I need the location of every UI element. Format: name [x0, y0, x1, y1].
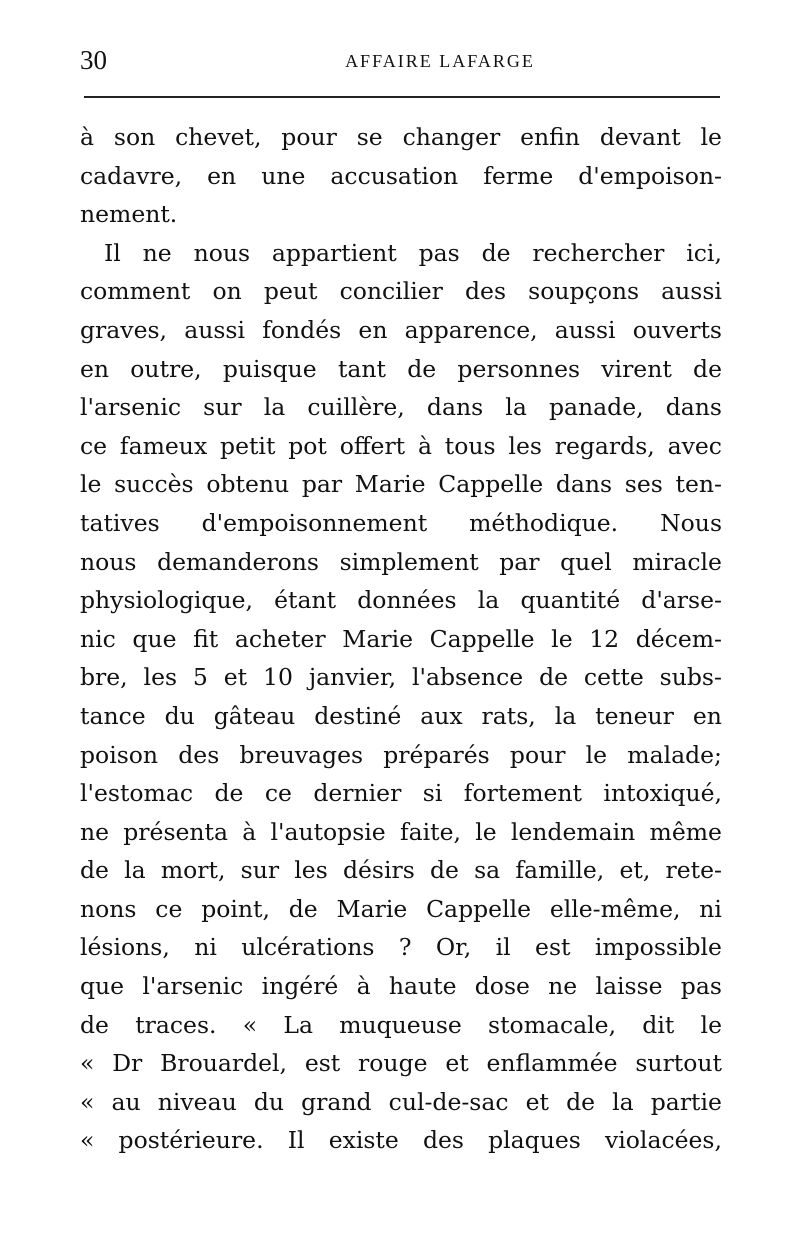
word: du — [253, 1087, 284, 1116]
text-line — [80, 1044, 722, 1083]
word: le — [700, 123, 722, 151]
word: du — [164, 701, 195, 730]
word: de — [80, 856, 109, 885]
word: sur — [240, 856, 280, 885]
text-line — [80, 774, 722, 813]
word: partie — [650, 1087, 722, 1116]
word: d'empoisonnement — [201, 508, 428, 537]
word: outre, — [130, 354, 202, 383]
word: le — [551, 624, 573, 653]
text-line — [80, 195, 722, 234]
header-rule — [84, 96, 720, 98]
word: 10 — [263, 663, 293, 692]
word: avec — [667, 431, 722, 460]
word: on — [212, 277, 242, 306]
word: nons — [80, 894, 137, 923]
word: ni — [699, 894, 722, 923]
word: demanderons — [157, 547, 319, 576]
word: et, — [619, 856, 651, 885]
word: point, — [201, 894, 270, 923]
word: fameux — [119, 431, 208, 460]
word: « — [80, 1087, 95, 1116]
word: de — [429, 856, 459, 885]
word: acheter — [234, 624, 326, 653]
word: de — [407, 354, 437, 383]
text-line — [80, 388, 722, 427]
word: à — [242, 817, 257, 846]
word: Cappelle — [438, 470, 544, 499]
word: Cappelle — [429, 624, 535, 653]
word: des — [465, 277, 507, 306]
word: obtenu — [206, 470, 290, 499]
word: 12 — [589, 624, 620, 653]
word: présenta — [123, 817, 229, 846]
word: ouverts — [632, 315, 722, 344]
word: le — [80, 470, 102, 499]
word: pour — [281, 123, 337, 151]
word: faite, — [399, 817, 461, 846]
word: ne — [80, 817, 110, 846]
word: à — [80, 123, 95, 151]
word: peut — [263, 277, 318, 306]
text-line — [80, 504, 722, 543]
word: par — [301, 470, 343, 499]
word: ses — [624, 470, 663, 499]
word: ? — [398, 933, 412, 962]
word: l'arsenic — [142, 972, 244, 1001]
word: ce — [155, 894, 183, 923]
word: sa — [474, 856, 501, 885]
word: appartient — [271, 238, 397, 267]
word: succès — [114, 470, 194, 499]
word: des — [422, 1126, 464, 1155]
word: les — [508, 431, 542, 460]
text-line — [80, 736, 722, 775]
word: petit — [220, 431, 276, 460]
word: méthodique. — [469, 508, 619, 537]
word: lésions, — [80, 933, 170, 962]
word: l'arsenic — [80, 393, 181, 422]
word: de — [566, 1087, 596, 1116]
word: surtout — [635, 1049, 722, 1078]
word: rechercher — [532, 238, 665, 267]
word: postérieure. — [118, 1126, 264, 1155]
word: aussi — [661, 277, 722, 306]
word: des — [178, 740, 220, 769]
word: pas — [680, 972, 722, 1001]
word: de — [481, 238, 511, 267]
word: étant — [274, 586, 337, 615]
word: cuillère, — [307, 393, 405, 422]
word: muqueuse — [339, 1010, 462, 1039]
word: désirs — [342, 856, 415, 885]
word: dans — [426, 393, 484, 422]
word: préparés — [383, 740, 490, 769]
word: tant — [337, 354, 386, 383]
word: nic — [80, 624, 116, 653]
word: existe — [328, 1126, 399, 1155]
word: changer — [402, 123, 501, 151]
word: à — [417, 431, 432, 460]
text-line — [80, 1083, 722, 1122]
word: l'autopsie — [270, 817, 386, 846]
word: La — [283, 1010, 313, 1039]
word: ne — [142, 238, 172, 267]
word: malade; — [627, 740, 722, 769]
word: la — [263, 393, 286, 422]
word: l'estomac — [80, 779, 193, 808]
word: que — [80, 972, 125, 1001]
text-line — [80, 851, 722, 890]
word: de — [214, 779, 244, 808]
word: ici, — [686, 238, 722, 267]
word: dans — [555, 470, 613, 499]
word: en — [80, 354, 110, 383]
word: virent — [601, 354, 672, 383]
word: ingéré — [261, 972, 339, 1001]
text-line — [80, 813, 722, 852]
word: pas — [418, 238, 460, 267]
word: grand — [301, 1087, 372, 1116]
word: est — [535, 933, 571, 962]
running-title: AFFAIRE LAFARGE — [345, 51, 535, 71]
word: comment — [80, 277, 191, 306]
word: ce — [264, 779, 292, 808]
word: Or, — [435, 933, 472, 962]
word: si — [422, 779, 443, 808]
word: tatives — [80, 508, 160, 537]
word: cul-de-sac — [388, 1087, 509, 1116]
word: lendemain — [510, 817, 636, 846]
word: violacées, — [604, 1126, 722, 1155]
word: rete- — [665, 856, 722, 885]
word: Marie — [342, 624, 414, 653]
text-line — [80, 118, 722, 157]
word: est — [304, 1049, 341, 1078]
word: de — [693, 354, 722, 383]
word: mort, — [160, 856, 226, 885]
word: dans — [665, 393, 722, 422]
word: les — [143, 663, 178, 692]
word: même — [649, 817, 722, 846]
word: le — [700, 1010, 722, 1039]
body-text — [80, 118, 722, 1160]
word: bre, — [80, 663, 128, 692]
word: nous — [80, 547, 137, 576]
word: dernier — [313, 779, 402, 808]
word: « — [242, 1010, 258, 1039]
text-line — [80, 234, 722, 273]
word: d'arse- — [641, 586, 722, 615]
word: janvier, — [308, 663, 397, 692]
word: le — [585, 740, 608, 769]
word: ferme — [483, 161, 554, 190]
word: ce — [80, 431, 108, 460]
word: soupçons — [528, 277, 640, 306]
word: Dr — [112, 1049, 143, 1078]
word: les — [294, 856, 328, 885]
word: subs- — [659, 663, 722, 692]
word: Nous — [660, 508, 722, 537]
word: gâteau — [213, 701, 296, 730]
text-line — [80, 311, 722, 350]
word: Marie — [336, 894, 408, 923]
word: en — [692, 701, 722, 730]
word: offert — [339, 431, 406, 460]
word: Marie — [354, 470, 426, 499]
word: de — [288, 894, 318, 923]
word: la — [124, 856, 146, 885]
text-line — [80, 543, 722, 582]
word: rouge — [358, 1049, 428, 1078]
word: et — [525, 1087, 549, 1116]
word: ni — [194, 933, 217, 962]
word: Brouardel, — [160, 1049, 288, 1078]
word: stomacale, — [488, 1010, 617, 1039]
word: fortement — [463, 779, 582, 808]
word: ne — [548, 972, 578, 1001]
text-line — [80, 427, 722, 466]
word: cette — [583, 663, 644, 692]
word: d'empoison- — [578, 161, 722, 190]
word: « — [80, 1049, 95, 1078]
word: se — [356, 123, 383, 151]
word: destiné — [314, 701, 402, 730]
text-line — [80, 928, 722, 967]
word: physiologique, — [80, 586, 253, 615]
word: panade, — [548, 393, 644, 422]
word: nous — [193, 238, 251, 267]
word: simplement — [339, 547, 479, 576]
word: le — [475, 817, 497, 846]
word: la — [477, 586, 500, 615]
text-line — [80, 1006, 722, 1045]
word: par — [499, 547, 540, 576]
word: la — [505, 393, 527, 422]
word: une — [261, 161, 306, 190]
word: fondés — [262, 315, 342, 344]
word: quantité — [520, 586, 621, 615]
word: Cappelle — [426, 894, 532, 923]
word: dit — [642, 1010, 675, 1039]
text-line — [80, 697, 722, 736]
word: tous — [444, 431, 496, 460]
word: que — [132, 624, 177, 653]
word: accusation — [330, 161, 459, 190]
word: poison — [80, 740, 159, 769]
text-line — [80, 967, 722, 1006]
word: niveau — [157, 1087, 237, 1116]
word: aussi — [184, 315, 245, 344]
page-number: 30 — [80, 45, 107, 75]
word: intoxiqué, — [603, 779, 722, 808]
word: rats, — [481, 701, 536, 730]
word: nement. — [80, 200, 178, 229]
word: cadavre, — [80, 161, 183, 190]
word: breuvages — [239, 740, 364, 769]
word: à — [356, 972, 371, 1001]
text-line — [80, 658, 722, 697]
word: « — [80, 1126, 95, 1155]
word: l'absence — [411, 663, 524, 692]
word: et — [223, 663, 248, 692]
text-line — [80, 157, 722, 196]
word: la — [612, 1087, 634, 1116]
word: sur — [203, 393, 242, 422]
word: apparence, — [404, 315, 538, 344]
word: la — [554, 701, 577, 730]
word: devant — [599, 123, 681, 151]
text-line — [80, 620, 722, 659]
word: graves, — [80, 315, 168, 344]
word: de — [539, 663, 569, 692]
text-line — [80, 581, 722, 620]
word: puisque — [222, 354, 317, 383]
word: Il — [287, 1126, 305, 1155]
word: laisse — [595, 972, 663, 1001]
word: décem- — [635, 624, 722, 653]
word: aux — [420, 701, 463, 730]
word: regards, — [554, 431, 655, 460]
word: plaques — [488, 1126, 581, 1155]
word: il — [495, 933, 511, 962]
word: fit — [193, 624, 219, 653]
word: ulcérations — [241, 933, 375, 962]
word: Il — [104, 238, 121, 267]
word: son — [113, 123, 156, 151]
word: chevet, — [175, 123, 262, 151]
word: en — [207, 161, 237, 190]
word: données — [357, 586, 457, 615]
word: et — [445, 1049, 469, 1078]
word: pour — [509, 740, 566, 769]
word: famille, — [515, 856, 605, 885]
text-line — [80, 465, 722, 504]
word: elle-même, — [549, 894, 681, 923]
word: au — [111, 1087, 141, 1116]
text-line — [80, 350, 722, 389]
word: en — [358, 315, 388, 344]
word: personnes — [457, 354, 581, 383]
word: tance — [80, 701, 146, 730]
word: miracle — [632, 547, 722, 576]
text-line — [80, 272, 722, 311]
word: de — [80, 1010, 109, 1039]
word: traces. — [135, 1010, 217, 1039]
word: enflammée — [486, 1049, 618, 1078]
word: concilier — [339, 277, 443, 306]
word: teneur — [595, 701, 674, 730]
word: aussi — [554, 315, 616, 344]
text-line — [80, 890, 722, 929]
word: dose — [474, 972, 530, 1001]
word: impossible — [594, 933, 722, 962]
word: haute — [388, 972, 457, 1001]
word: ten- — [675, 470, 722, 499]
text-line — [80, 1121, 722, 1160]
word: 5 — [192, 663, 208, 692]
word: pot — [288, 431, 327, 460]
word: quel — [560, 547, 612, 576]
word: enfin — [520, 123, 580, 151]
